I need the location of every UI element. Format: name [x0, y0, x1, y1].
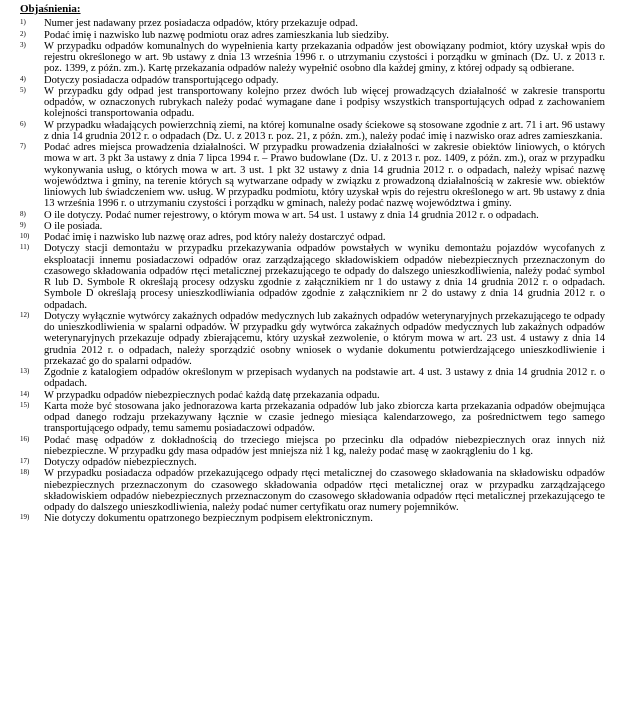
footnote-text: Podać adres miejsca prowadzenia działalności. W przypadku prowadzenia działalności w zakresie obiektów liniowych, o których mowa w art. 3 pkt 3a ustawy z dnia 7 lipca 1994 r. – Prawo budowlane (Dz. U. z 2013 r. poz. 1409, z późn. zm.), oraz w przypadku wykonywania usług, o których mowa w art. 3 ust. 1 pkt 32 ustawy z dnia 14 grudnia 2012 r. o odpadach, należy wpisać nazwę województwa i gminy, na terenie których są wytwarzane odpady w związku z prowadzoną działalnością w zakresie ww. obiektów liniowych lub świadczeniem ww. usług. W przypadku podmiotu, który uzyskał wpis do rejestru określonego w art. 9b ustawy z dnia 13 września 1996 r. o utrzymaniu czystości i porządku w gminach, należy podać nazwę województwa i gminy.	[44, 142, 605, 210]
footnote-number: 19)	[20, 513, 30, 522]
explanations-section	[20, 4, 605, 525]
footnote-item	[20, 41, 605, 75]
footnote-text: W przypadku odpadów niebezpiecznych podać każdą datę przekazania odpadu.	[44, 389, 380, 401]
footnote-text: Dotyczy odpadów niebezpiecznych.	[44, 457, 197, 468]
footnote-text: W przypadku władających powierzchnią ziemi, na której komunalne osady ściekowe są stosowane zgodnie z art. 71 i art. 96 ustawy z dnia 14 grudnia 2012 r. o odpadach (Dz. U. z 2013 r. poz. 21, z późn. zm.), należy podać imię i nazwisko oraz adres zamieszkania.	[44, 119, 605, 142]
footnote-list	[20, 18, 605, 524]
footnote-item	[20, 401, 605, 435]
footnote-number: 14)	[20, 389, 30, 398]
footnote-item	[20, 243, 605, 311]
footnote-number: 18)	[20, 468, 30, 477]
footnote-item	[20, 468, 605, 513]
footnote-item	[20, 18, 605, 29]
footnote-item	[20, 30, 605, 41]
footnote-item	[20, 513, 605, 524]
footnote-text: Dotyczy wyłącznie wytwórcy zakaźnych odpadów medycznych lub zakaźnych odpadów weterynaryjnych przekazującego te odpady do unieszkodliwienia w spalarni odpadów. W przypadku gdy wytwórca zakaźnych odpadów medycznych lub zakaźnych odpadów weterynaryjnych przekazuje odpady zbierającemu, który uzyskał zezwolenie, o którym mowa w art. 23 ust. 4 ustawy z dnia 14 grudnia 2012 r. o odpadach, należy sporządzić osobny wniosek o wydanie dokumentu potwierdzającego unieszkodliwienie i przekazać go do spalarni odpadów.	[44, 310, 605, 367]
footnote-number: 9)	[20, 220, 26, 229]
footnote-number: 2)	[20, 29, 26, 38]
footnote-item	[20, 75, 605, 86]
footnote-item	[20, 210, 605, 221]
explanations-heading: Objaśnienia:	[20, 3, 81, 15]
footnote-number: 3)	[20, 40, 26, 49]
footnote-number: 15)	[20, 400, 30, 409]
footnote-item	[20, 457, 605, 468]
footnote-number: 11)	[20, 243, 30, 252]
footnote-text: Nie dotyczy dokumentu opatrzonego bezpiecznym podpisem elektronicznym.	[44, 513, 373, 525]
footnote-item	[20, 232, 605, 243]
footnote-text: O ile posiada.	[44, 220, 103, 232]
footnote-text: W przypadku odpadów komunalnych do wypełnienia karty przekazania odpadów jest obowiązany podmiot, który uzyskał wpis do rejestru określonego w art. 9b ustawy z dnia 13 września 1996 r. o utrzymaniu czystości i porządku w gminach (Dz. U. z 2013 r. poz. 1399, z późn. zm.). Kartę przekazania odpadów należy wypełnić osobno dla każdej gminy, z której odpady są odbierane.	[44, 40, 605, 75]
footnote-text: Podać imię i nazwisko lub nazwę podmiotu oraz adres zamieszkania lub siedziby.	[44, 29, 389, 41]
footnote-item	[20, 86, 605, 120]
footnote-item	[20, 311, 605, 367]
footnote-number: 16)	[20, 434, 30, 443]
footnote-number: 17)	[20, 457, 30, 465]
footnote-item	[20, 120, 605, 143]
footnote-item	[20, 221, 605, 232]
footnote-text: Podać imię i nazwisko lub nazwę oraz adres, pod który należy dostarczyć odpad.	[44, 232, 386, 243]
footnote-text: Dotyczy posiadacza odpadów transportującego odpady.	[44, 74, 279, 86]
footnote-number: 13)	[20, 367, 30, 375]
footnote-number: 12)	[20, 310, 30, 319]
footnote-text: Numer jest nadawany przez posiadacza odpadów, który przekazuje odpad.	[44, 18, 358, 30]
footnote-number: 7)	[20, 142, 26, 150]
footnote-item	[20, 435, 605, 458]
footnote-number: 8)	[20, 209, 26, 218]
footnote-number: 5)	[20, 85, 26, 94]
footnote-text: Dotyczy stacji demontażu w przypadku przekazywania odpadów powstałych w wyniku demontażu pojazdów wycofanych z eksploatacji innemu posiadaczowi odpadów oraz zarządzającego składowiskiem odpadów niebezpiecznych przeznaczonym do czasowego składowania odpadów rtęci metalicznej przekazującego te odpady do dalszego unieszkodliwienia, należy podać symbol R lub D. Symbole R określają procesy odzysku zgodnie z załącznikiem nr 1 do ustawy z dnia 14 grudnia 2012 r. o odpadach. Symbole D określają procesy unieszkodliwiania odpadów zgodnie z załącznikiem nr 2 do ustawy z dnia 14 grudnia 2012 r. o odpadach.	[44, 243, 605, 311]
footnote-item	[20, 367, 605, 390]
footnote-text: Karta może być stosowana jako jednorazowa karta przekazania odpadów lub jako zbiorcza karta przekazania odpadów obejmująca odpad danego rodzaju przekazywany łącznie w czasie jednego miesiąca kalendarzowego, za pośrednictwem tego samego transportującego odpady, temu samemu posiadaczowi odpadów.	[44, 400, 605, 435]
footnote-text: O ile dotyczy. Podać numer rejestrowy, o którym mowa w art. 54 ust. 1 ustawy z dnia 14 grudnia 2012 r. o odpadach.	[44, 209, 539, 221]
footnote-number: 1)	[20, 18, 26, 27]
footnote-item	[20, 390, 605, 401]
footnote-number: 6)	[20, 119, 26, 128]
footnote-text: W przypadku gdy odpad jest transportowany kolejno przez dwóch lub więcej prowadzących działalność w zakresie transportu odpadów, w oznaczonych rubrykach należy podać wymagane dane i podpisy wszystkich transportujących odpad z zachowaniem kolejności transportowania odpadu.	[44, 85, 605, 120]
footnote-number: 10)	[20, 232, 30, 240]
footnote-text: Podać masę odpadów z dokładnością do trzeciego miejsca po przecinku dla odpadów niebezpiecznych oraz innych niż niebezpieczne. W przypadku gdy masa odpadów jest mniejsza niż 1 kg, należy podać masę w zaokrągleniu do 1 kg.	[44, 434, 605, 457]
footnote-text: Zgodnie z katalogiem odpadów określonym w przepisach wydanych na podstawie art. 4 ust. 3 ustawy z dnia 14 grudnia 2012 r. o odpadach.	[44, 367, 605, 390]
footnote-number: 4)	[20, 74, 26, 83]
footnote-text: W przypadku posiadacza odpadów przekazującego odpady rtęci metalicznej do czasowego składowania na składowisku odpadów niebezpiecznych przeznaczonym do czasowego składowania odpadów rtęci metalicznej oraz w przypadku zarządzającego składowiskiem odpadów niebezpiecznych przeznaczonym do czasowego składowania odpadów rtęci metalicznej przekazującego te odpady do dalszego unieszkodliwienia, należy podać numer certyfikatu oraz numery pojemników.	[44, 468, 605, 513]
footnote-item	[20, 142, 605, 210]
